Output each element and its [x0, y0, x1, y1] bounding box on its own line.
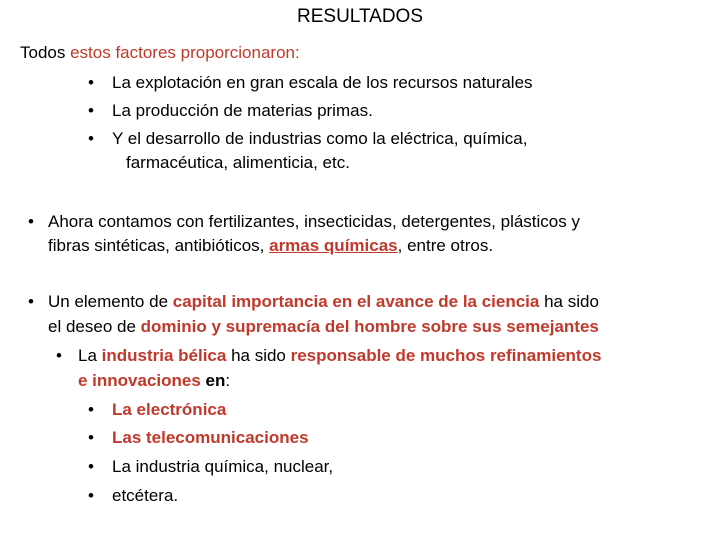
bullet-icon: • [88, 457, 94, 476]
para3-line3 [78, 345, 601, 367]
intro-highlight: estos factores proporcionaron: [70, 43, 300, 62]
para3-l3-b: ha sido [226, 346, 291, 365]
nested-item-3: La industria química, nuclear, [112, 457, 334, 476]
para3-l1-highlight: capital importancia en el avance de la ciencia [172, 292, 540, 311]
sub-item-3: Y el desarrollo de industrias como la eléctrica, química, [112, 129, 528, 148]
para3-l4-highlight: e innovaciones [78, 371, 201, 390]
para3-line1 [48, 291, 599, 313]
para3-l2-a: el deseo de [48, 317, 141, 336]
sub-item-1: La explotación en gran escala de los recursos naturales [112, 73, 533, 92]
bullet-icon: • [88, 428, 94, 447]
bullet-icon: • [28, 292, 34, 311]
para2-highlight: armas químicas [269, 236, 398, 255]
bullet-icon: • [28, 212, 34, 231]
intro-lead: Todos [20, 43, 71, 62]
intro-line [20, 42, 300, 64]
para3-l4-b: : [225, 371, 231, 390]
para3-l1-a: Un elemento de [48, 292, 173, 311]
para2-text-a: fibras sintéticas, antibióticos, [48, 236, 270, 255]
bullet-icon: • [88, 101, 94, 120]
bullet-icon: • [88, 486, 94, 505]
nested-item-4: etcétera. [112, 486, 179, 505]
nested-item-2: Las telecomunicaciones [112, 428, 309, 447]
sub-item-3-cont: farmacéutica, alimenticia, etc. [126, 153, 350, 172]
bullet-icon: • [88, 73, 94, 92]
para3-line2 [48, 316, 599, 338]
para3-l3-highlight1: industria bélica [101, 346, 227, 365]
bullet-icon: • [56, 346, 62, 365]
para3-l2-highlight: dominio y supremacía del hombre sobre sus semejantes [140, 317, 599, 336]
sub-item-2: La producción de materias primas. [112, 101, 373, 120]
para3-l4-a: en [200, 371, 226, 390]
para2-line2 [48, 235, 493, 257]
para3-l3-highlight2: responsable de muchos refinamientos [290, 346, 602, 365]
para3-l1-b: ha sido [539, 292, 599, 311]
slide-title: RESULTADOS [297, 6, 423, 27]
para3-l3-a: La [78, 346, 102, 365]
bullet-icon: • [88, 400, 94, 419]
para2-text-b: , entre otros. [397, 236, 494, 255]
para2-line1: Ahora contamos con fertilizantes, insecticidas, detergentes, plásticos y [48, 212, 580, 231]
bullet-icon: • [88, 129, 94, 148]
para3-line4 [78, 370, 230, 392]
nested-item-1: La electrónica [112, 400, 227, 419]
